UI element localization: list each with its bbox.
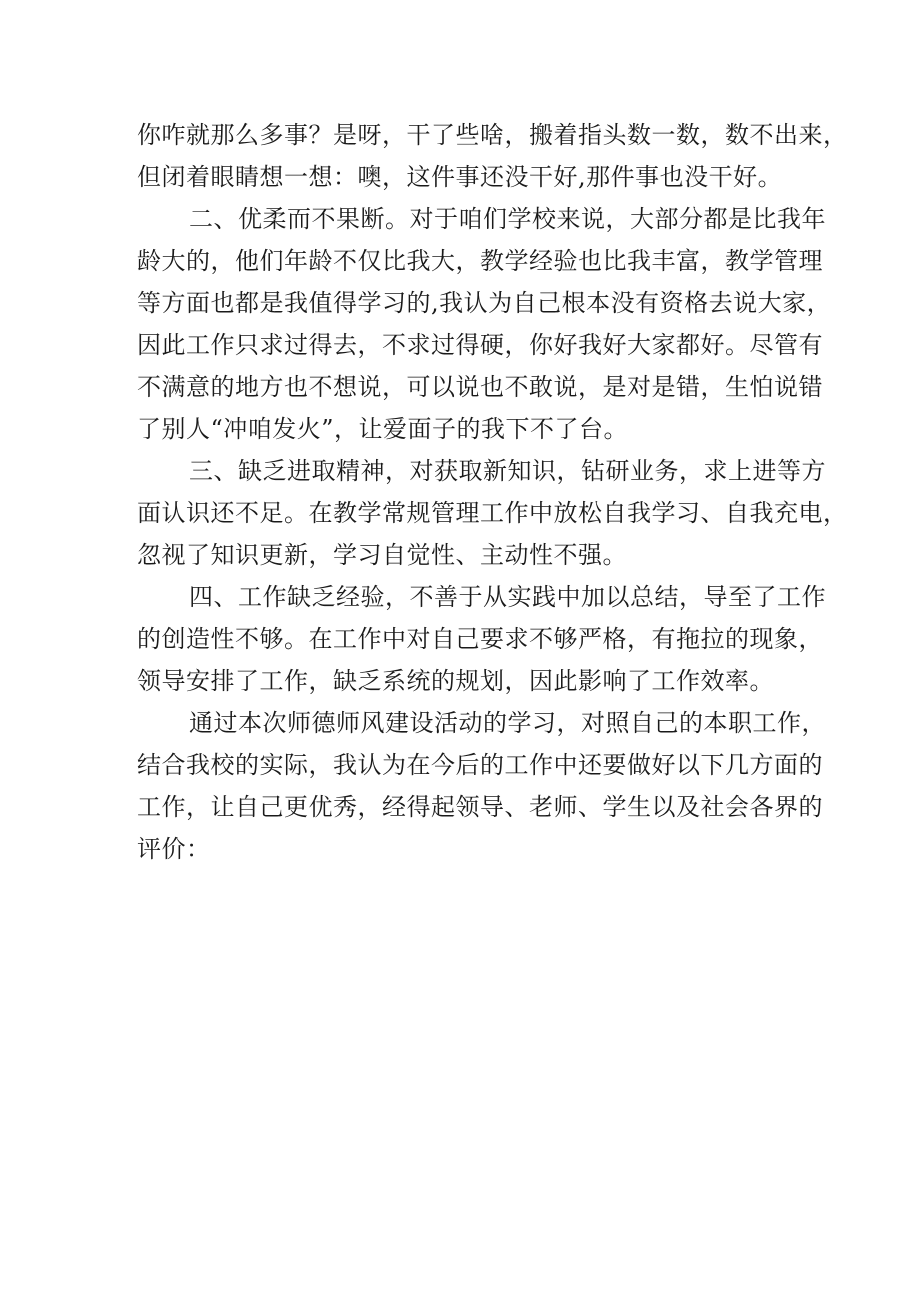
text-line: 面认识还不足。在教学常规管理工作中放松自我学习、自我充电， <box>137 499 848 527</box>
text-line: 领导安排了工作，缺乏系统的规划，因此影响了工作效率。 <box>137 667 774 695</box>
text-line: 等方面也都是我值得学习的,我认为自己根本没有资格去说大家， <box>137 289 832 317</box>
text-line: 因此工作只求过得去，不求过得硬，你好我好大家都好。尽管有 <box>137 331 823 359</box>
text-line: 了别人“冲咱发火”，让爱面子的我下不了台。 <box>137 415 629 443</box>
text-line: 通过本次师德师风建设活动的学习，对照自己的本职工作， <box>189 709 826 737</box>
paragraph-item-3 <box>137 457 848 569</box>
text-line: 龄大的，他们年龄不仅比我大，教学经验也比我丰富，教学管理 <box>137 247 823 275</box>
text-line: 忽视了知识更新，学习自觉性、主动性不强。 <box>137 541 627 569</box>
text-line: 结合我校的实际，我认为在今后的工作中还要做好以下几方面的 <box>137 751 823 779</box>
paragraph-item-4 <box>137 583 826 695</box>
text-line: 评价： <box>137 835 211 863</box>
text-line: 你咋就那么多事？是呀，干了些啥，搬着指头数一数，数不出来， <box>137 121 848 149</box>
paragraph-conclusion <box>137 709 826 863</box>
text-line: 工作，让自己更优秀，经得起领导、老师、学生以及社会各界的 <box>137 793 823 821</box>
paragraph-item-2 <box>137 205 832 443</box>
document-body <box>137 121 848 879</box>
text-line: 但闭着眼睛想一想：噢，这件事还没干好,那件事也没干好。 <box>137 163 783 191</box>
text-line: 二、优柔而不果断。对于咱们学校来说，大部分都是比我年 <box>189 205 826 233</box>
text-line: 不满意的地方也不想说，可以说也不敢说，是对是错，生怕说错 <box>137 373 823 401</box>
text-line: 四、工作缺乏经验，不善于从实践中加以总结，导至了工作 <box>189 583 826 611</box>
paragraph-continuation <box>137 121 848 191</box>
text-line: 的创造性不够。在工作中对自己要求不够严格，有拖拉的现象， <box>137 625 823 653</box>
text-line: 三、缺乏进取精神，对获取新知识，钻研业务，求上进等方 <box>189 457 826 485</box>
